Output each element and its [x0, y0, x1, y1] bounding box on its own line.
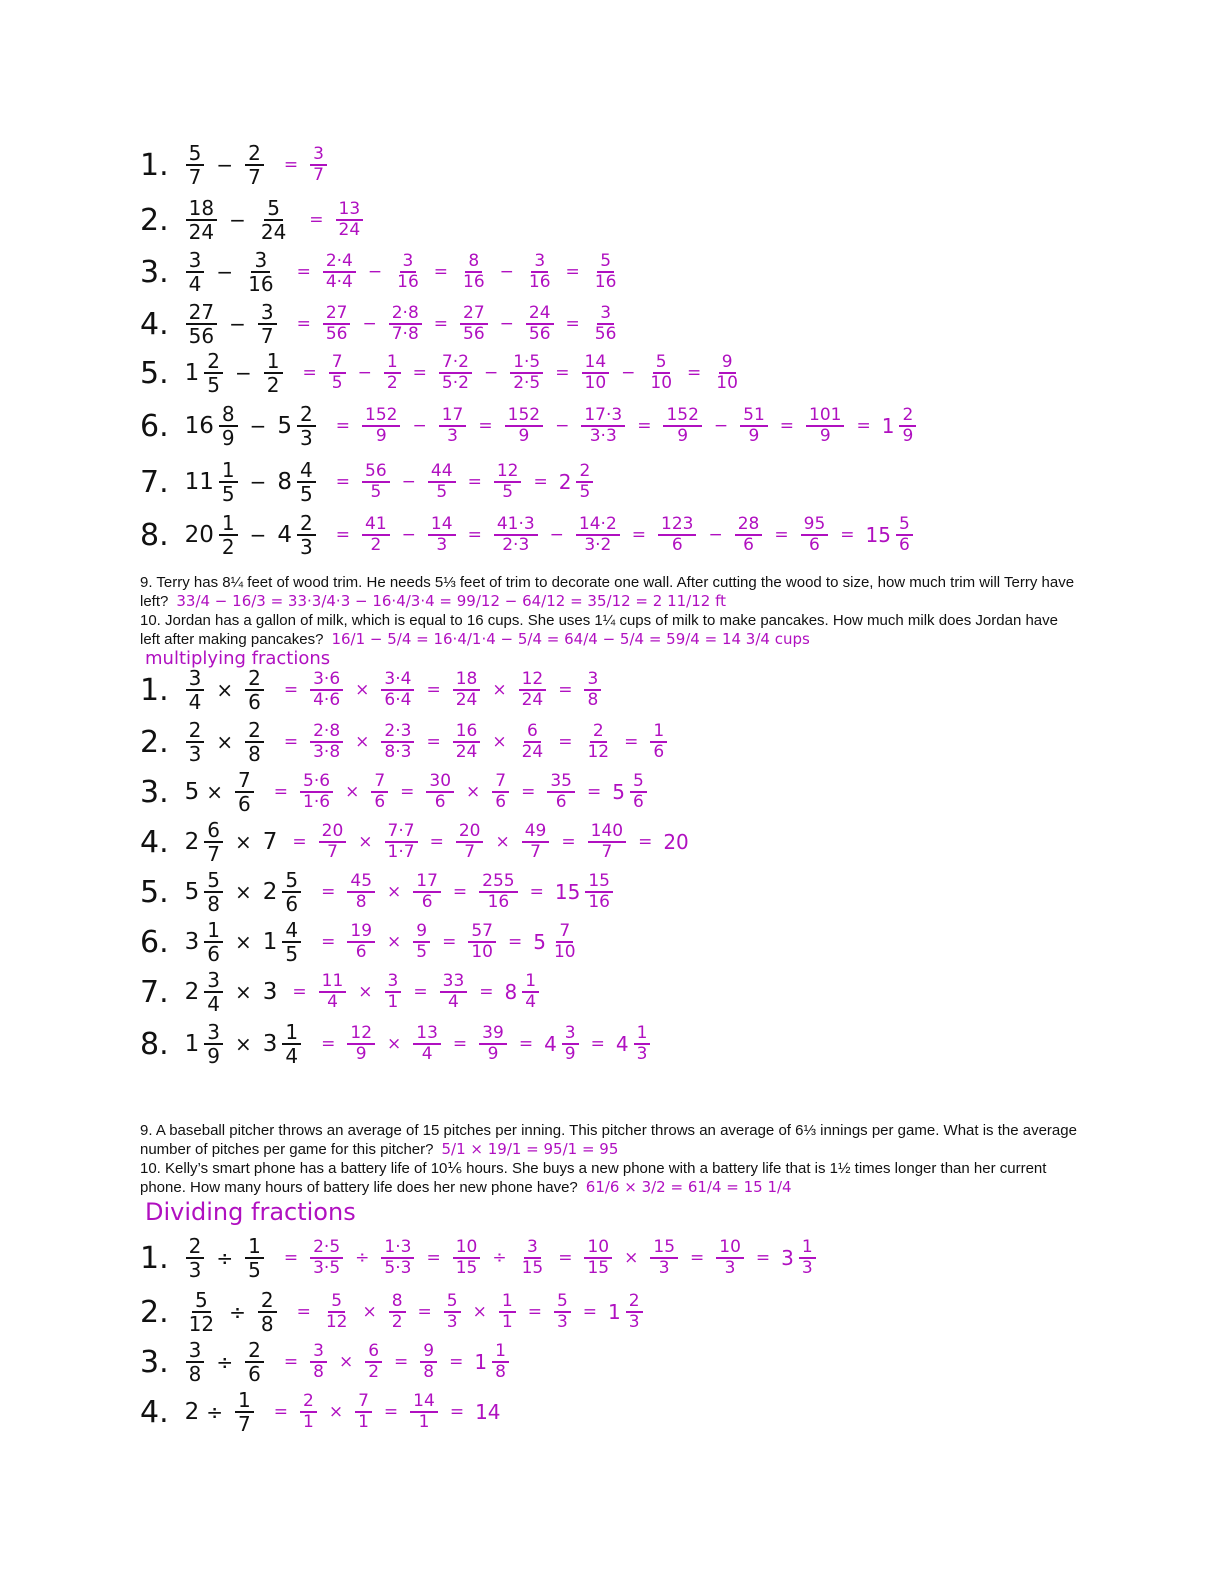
fraction: $\frac{2}{7}$ [245, 143, 264, 187]
fraction: $\frac{3}{9}$ [204, 1022, 223, 1066]
problem-number: 3. [140, 774, 169, 810]
fraction: $\frac{2}{5}$ [204, 351, 223, 395]
problem-number: 1. [140, 672, 169, 708]
fraction: $\frac{44}{5}$ [428, 463, 456, 501]
fraction: $\frac{2\cdot 5}{3\cdot 5}$ [310, 1239, 343, 1277]
problem-number: 2. [140, 202, 169, 238]
problem-line [140, 351, 746, 395]
fraction: $\frac{5}{16}$ [594, 251, 617, 292]
fraction: $\frac{2}{6}$ [245, 668, 264, 712]
fraction: $\frac{1}{4}$ [522, 973, 539, 1011]
fraction: $\frac{1}{5}$ [219, 460, 238, 504]
problem-expression: $\frac{18}{24}$ − $\frac{5}{24}$ [181, 198, 295, 242]
fraction: $\frac{24}{56}$ [526, 305, 554, 343]
fraction: $\frac{5}{6}$ [630, 773, 647, 811]
problem-expression: $\frac{2}{3}$ × $\frac{2}{8}$ [181, 720, 269, 764]
fraction: $\frac{7}{6}$ [235, 770, 254, 814]
handwritten-work: = $\frac{3\cdot 6}{4\cdot 6}$ × $\frac{3\cdot 4}{6\cdot 4}$ = $\frac{18}{24}$ × $\frac{12}{24}$ = $\frac{3}{8}$ [277, 671, 606, 709]
problem-number: 8. [140, 517, 169, 553]
fraction: $\frac{7\cdot 2}{5\cdot 2}$ [439, 354, 472, 392]
fraction: $\frac{7}{10}$ [553, 921, 576, 962]
handwritten-work: = $\frac{13}{24}$ [302, 201, 368, 239]
fraction: $\frac{28}{6}$ [735, 516, 763, 554]
fraction: $\frac{1\cdot 3}{5\cdot 3}$ [381, 1239, 414, 1277]
fraction: $\frac{3}{7}$ [310, 146, 327, 184]
fraction: $\frac{95}{6}$ [801, 516, 829, 554]
fraction: $\frac{2\cdot 3}{8\cdot 3}$ [381, 723, 414, 761]
handwritten-answer: 33/4 − 16/3 = 33·3/4·3 − 16·4/3·4 = 99/12 − 64/12 = 35/12 = 2 11/12 ft [176, 592, 726, 610]
fraction: $\frac{3}{56}$ [594, 303, 617, 344]
fraction: $\frac{1}{3}$ [634, 1025, 651, 1063]
fraction: $\frac{5}{6}$ [896, 516, 913, 554]
word-problem-text: 9. A baseball pitcher throws an average of 15 pitches per inning. This pitcher throws an average of 6⅓ innings per game. What is the average number of pitches per game for this pitcher? [140, 1122, 1077, 1158]
problem-expression: 16 $\frac{8}{9}$ − 5 $\frac{2}{3}$ [181, 404, 321, 448]
fraction: $\frac{14}{1}$ [410, 1393, 438, 1431]
problem-expression: $\frac{5}{7}$ − $\frac{2}{7}$ [181, 143, 269, 187]
fraction: $\frac{4}{5}$ [297, 460, 316, 504]
fraction: $\frac{3}{7}$ [258, 302, 277, 346]
fraction: $\frac{3}{16}$ [397, 251, 419, 292]
problem-expression: 11 $\frac{1}{5}$ − 8 $\frac{4}{5}$ [181, 460, 321, 504]
problem-number: 6. [140, 924, 169, 960]
problem-expression: $\frac{3}{8}$ ÷ $\frac{2}{6}$ [181, 1340, 269, 1384]
fraction: $\frac{1}{8}$ [492, 1343, 509, 1381]
problem-number: 6. [140, 408, 169, 444]
handwritten-work: = $\frac{45}{8}$ × $\frac{17}{6}$ = $\frac{255}{16}$ = 15 $\frac{15}{16}$ [314, 873, 618, 911]
fraction: $\frac{12}{24}$ [519, 671, 547, 709]
handwritten-work: = $\frac{41}{2}$ − $\frac{14}{3}$ = $\frac{41\cdot 3}{2\cdot 3}$ − $\frac{14\cdot 2}{3\cdot 2}$ = $\frac{123}{6}$ − $\frac{28}{6}$ = $\frac{95}{6}$ = 15 $\frac{5}{6}$ [329, 516, 918, 554]
fraction: $\frac{20}{7}$ [456, 823, 484, 861]
problem-line [140, 143, 332, 187]
fraction: $\frac{2}{5}$ [576, 463, 593, 501]
fraction: $\frac{30}{6}$ [426, 773, 454, 811]
fraction: $\frac{3}{8}$ [186, 1340, 205, 1384]
fraction: $\frac{14}{10}$ [582, 354, 610, 392]
handwritten-work: = $\frac{2}{1}$ × $\frac{7}{1}$ = $\frac{14}{1}$ = 14 [273, 1391, 501, 1432]
fraction: $\frac{35}{6}$ [547, 773, 575, 811]
fraction: $\frac{3\cdot 4}{6\cdot 4}$ [381, 671, 414, 709]
handwritten-work: = $\frac{20}{7}$ × $\frac{7\cdot 7}{1\cdot 7}$ = $\frac{20}{7}$ × $\frac{49}{7}$ = $\frac{140}{7}$ = 20 [292, 821, 689, 862]
dividing-fractions-heading: Dividing fractions [145, 1198, 356, 1226]
fraction: $\frac{33}{4}$ [440, 973, 468, 1011]
fraction: $\frac{3}{16}$ [248, 248, 274, 296]
handwritten-work: = $\frac{11}{4}$ × $\frac{3}{1}$ = $\frac{33}{4}$ = 8 $\frac{1}{4}$ [285, 973, 544, 1011]
problem-line [140, 404, 921, 448]
handwritten-work: = $\frac{2\cdot 5}{3\cdot 5}$ ÷ $\frac{1\cdot 3}{5\cdot 3}$ = $\frac{10}{15}$ ÷ $\frac{3}{15}$ = $\frac{10}{15}$ × $\frac{15}{3}$ = $\frac{10}{3}$ = 3 $\frac{1}{3}$ [277, 1239, 821, 1277]
handwritten-work: = $\frac{5\cdot 6}{1\cdot 6}$ × $\frac{7}{6}$ = $\frac{30}{6}$ × $\frac{7}{6}$ = $\frac{35}{6}$ = 5 $\frac{5}{6}$ [267, 773, 652, 811]
fraction: $\frac{123}{6}$ [658, 516, 696, 554]
fraction: $\frac{56}{5}$ [362, 463, 390, 501]
fraction: $\frac{3}{15}$ [521, 1237, 544, 1278]
problem-number: 2. [140, 724, 169, 760]
fraction: $\frac{2}{3}$ [186, 720, 205, 764]
fraction: $\frac{152}{9}$ [362, 407, 400, 445]
fraction: $\frac{1}{2}$ [264, 351, 283, 395]
problem-line [140, 668, 606, 712]
fraction: $\frac{7\cdot 7}{1\cdot 7}$ [385, 823, 418, 861]
fraction: $\frac{5}{12}$ [188, 1288, 215, 1336]
fraction: $\frac{5}{3}$ [554, 1293, 571, 1331]
fraction: $\frac{8}{9}$ [219, 404, 238, 448]
fraction: $\frac{2}{3}$ [297, 404, 316, 448]
fraction: $\frac{18}{24}$ [186, 198, 217, 242]
fraction: $\frac{5}{12}$ [325, 1291, 348, 1332]
handwritten-work: = $\frac{152}{9}$ − $\frac{17}{3}$ = $\frac{152}{9}$ − $\frac{17\cdot 3}{3\cdot 3}$ = $\frac{152}{9}$ − $\frac{51}{9}$ = $\frac{101}{9}$ = 1 $\frac{2}{9}$ [329, 407, 922, 445]
problem-number: 8. [140, 1026, 169, 1062]
fraction: $\frac{7}{6}$ [371, 773, 388, 811]
problem-expression: 3 $\frac{1}{6}$ × 1 $\frac{4}{5}$ [181, 920, 307, 964]
fraction: $\frac{1}{5}$ [245, 1236, 264, 1280]
problem-line [140, 820, 689, 864]
problem-expression: 2 $\frac{3}{4}$ × 3 [184, 968, 278, 1016]
fraction: $\frac{1}{2}$ [219, 513, 238, 557]
fraction: $\frac{15}{3}$ [650, 1239, 678, 1277]
fraction: $\frac{7}{5}$ [329, 354, 346, 392]
problem-expression: $\frac{27}{56}$ − $\frac{3}{7}$ [181, 302, 282, 346]
word-problem-text: 10. Kelly’s smart phone has a battery life of 10⅙ hours. She buys a new phone with a battery life that is 1½ times longer than her current phone. How many hours of battery life does her new phone have? [140, 1160, 1047, 1196]
handwritten-answer: 5/1 × 19/1 = 95/1 = 95 [441, 1140, 619, 1158]
fraction: $\frac{49}{7}$ [522, 823, 550, 861]
word-problem-text: 10. Jordan has a gallon of milk, which is equal to 16 cups. She uses 1¼ cups of milk to make pancakes. How much milk does Jordan have left after making pancakes? [140, 612, 1058, 648]
word-problem [140, 612, 1080, 649]
fraction: $\frac{255}{16}$ [479, 873, 517, 911]
problem-line [140, 970, 544, 1014]
problem-line [140, 720, 672, 764]
fraction: $\frac{2}{6}$ [245, 1340, 264, 1384]
fraction: $\frac{3}{9}$ [562, 1025, 579, 1063]
problem-line [140, 513, 918, 557]
fraction: $\frac{3}{8}$ [310, 1343, 327, 1381]
handwritten-answer: 61/6 × 3/2 = 61/4 = 15 1/4 [585, 1178, 792, 1196]
fraction: $\frac{7}{6}$ [492, 773, 509, 811]
word-problem-text: 9. Terry has 8¼ feet of wood trim. He needs 5⅓ feet of trim to decorate one wall. After cutting the wood to size, how much trim will Terry have left? [140, 574, 1075, 610]
fraction: $\frac{2}{9}$ [899, 407, 916, 445]
fraction: $\frac{8}{16}$ [463, 251, 485, 292]
handwritten-work: = $\frac{3}{7}$ [277, 146, 332, 184]
handwritten-work: = $\frac{2\cdot 4}{4\cdot 4}$ − $\frac{3}{16}$ = $\frac{8}{16}$ − $\frac{3}{16}$ = $\frac{5}{16}$ [290, 253, 625, 291]
fraction: $\frac{41\cdot 3}{2\cdot 3}$ [494, 516, 538, 554]
problem-line [140, 1340, 514, 1384]
handwritten-work: = $\frac{56}{5}$ − $\frac{44}{5}$ = $\frac{12}{5}$ = 2 $\frac{2}{5}$ [329, 463, 598, 501]
handwritten-work: = $\frac{19}{6}$ × $\frac{9}{5}$ = $\frac{57}{10}$ = 5 $\frac{7}{10}$ [314, 923, 583, 961]
handwritten-work: = $\frac{12}{9}$ × $\frac{13}{4}$ = $\frac{39}{9}$ = 4 $\frac{3}{9}$ = 4 $\frac{1}{3}$ [314, 1025, 655, 1063]
fraction: $\frac{51}{9}$ [740, 407, 768, 445]
fraction: $\frac{1}{6}$ [204, 920, 223, 964]
fraction: $\frac{6}{7}$ [204, 820, 223, 864]
fraction: $\frac{3}{4}$ [186, 668, 205, 712]
fraction: $\frac{16}{24}$ [453, 723, 481, 761]
fraction: $\frac{1}{7}$ [235, 1390, 254, 1434]
problem-expression: 1 $\frac{2}{5}$ − $\frac{1}{2}$ [181, 351, 288, 395]
fraction: $\frac{140}{7}$ [588, 823, 626, 861]
fraction: $\frac{39}{9}$ [479, 1025, 507, 1063]
fraction: $\frac{27}{56}$ [323, 305, 351, 343]
problem-number: 1. [140, 147, 169, 183]
fraction: $\frac{1}{6}$ [650, 723, 667, 761]
fraction: $\frac{14}{3}$ [428, 516, 456, 554]
fraction: $\frac{3}{8}$ [584, 671, 601, 709]
problem-number: 3. [140, 254, 169, 290]
handwritten-work: = $\frac{27}{56}$ − $\frac{2\cdot 8}{7\cdot 8}$ = $\frac{27}{56}$ − $\frac{24}{56}$ = $\frac{3}{56}$ [290, 305, 625, 343]
fraction: $\frac{1}{3}$ [799, 1239, 816, 1277]
fraction: $\frac{9}{8}$ [420, 1343, 437, 1381]
fraction: $\frac{10}{15}$ [453, 1239, 481, 1277]
fraction: $\frac{9}{5}$ [413, 923, 430, 961]
fraction: $\frac{2}{3}$ [626, 1293, 643, 1331]
problem-number: 2. [140, 1294, 169, 1330]
fraction: $\frac{2}{3}$ [186, 1236, 205, 1280]
fraction: $\frac{27}{56}$ [460, 305, 488, 343]
fraction: $\frac{7}{1}$ [355, 1393, 372, 1431]
fraction: $\frac{13}{24}$ [336, 201, 364, 239]
word-problem [140, 1122, 1080, 1159]
fraction: $\frac{1\cdot 5}{2\cdot 5}$ [510, 354, 543, 392]
fraction: $\frac{20}{7}$ [319, 823, 347, 861]
problem-number: 1. [140, 1240, 169, 1276]
fraction: $\frac{3}{4}$ [204, 970, 223, 1014]
fraction: $\frac{5}{7}$ [186, 143, 205, 187]
problem-line [140, 1290, 648, 1334]
fraction: $\frac{8}{2}$ [389, 1293, 406, 1331]
problem-line [140, 302, 624, 346]
fraction: $\frac{9}{10}$ [716, 352, 738, 393]
fraction: $\frac{3}{4}$ [186, 250, 205, 294]
problem-line [140, 198, 368, 242]
problem-number: 4. [140, 1394, 169, 1430]
fraction: $\frac{101}{9}$ [806, 407, 844, 445]
fraction: $\frac{2\cdot 8}{7\cdot 8}$ [389, 305, 422, 343]
fraction: $\frac{2}{12}$ [587, 721, 610, 762]
fraction: $\frac{45}{8}$ [347, 873, 375, 911]
problem-expression: 20 $\frac{1}{2}$ − 4 $\frac{2}{3}$ [181, 513, 321, 557]
problem-expression: $\frac{2}{3}$ ÷ $\frac{1}{5}$ [181, 1236, 269, 1280]
fraction: $\frac{10}{3}$ [716, 1239, 744, 1277]
fraction: $\frac{12}{9}$ [347, 1025, 375, 1063]
problem-expression: $\frac{3}{4}$ − $\frac{3}{16}$ [181, 250, 282, 294]
fraction: $\frac{1}{1}$ [499, 1293, 516, 1331]
problem-line [140, 870, 618, 914]
fraction: $\frac{152}{9}$ [663, 407, 701, 445]
problem-expression: $\frac{5}{12}$ ÷ $\frac{2}{8}$ [181, 1290, 282, 1334]
fraction: $\frac{5\cdot 6}{1\cdot 6}$ [300, 773, 333, 811]
fraction: $\frac{15}{16}$ [585, 873, 613, 911]
problem-expression: 1 $\frac{3}{9}$ × 3 $\frac{1}{4}$ [181, 1022, 307, 1066]
problem-line [140, 770, 652, 814]
multiplying-fractions-heading: multiplying fractions [145, 648, 331, 669]
handwritten-work: = $\frac{2\cdot 8}{3\cdot 8}$ × $\frac{2\cdot 3}{8\cdot 3}$ = $\frac{16}{24}$ × $\frac{6}{24}$ = $\frac{2}{12}$ = $\frac{1}{6}$ [277, 723, 672, 761]
handwritten-work: = $\frac{5}{12}$ × $\frac{8}{2}$ = $\frac{5}{3}$ × $\frac{1}{1}$ = $\frac{5}{3}$ = 1 $\frac{2}{3}$ [290, 1293, 648, 1331]
fraction: $\frac{41}{2}$ [362, 516, 390, 554]
problem-line [140, 460, 598, 504]
fraction: $\frac{5}{6}$ [282, 870, 301, 914]
fraction: $\frac{12}{5}$ [494, 463, 522, 501]
fraction: $\frac{2\cdot 8}{3\cdot 8}$ [310, 723, 343, 761]
word-problem [140, 1160, 1080, 1197]
problem-expression: $\frac{3}{4}$ × $\frac{2}{6}$ [181, 668, 269, 712]
handwritten-work: = $\frac{3}{8}$ × $\frac{6}{2}$ = $\frac{9}{8}$ = 1 $\frac{1}{8}$ [277, 1343, 514, 1381]
problem-number: 3. [140, 1344, 169, 1380]
problem-line [140, 1022, 655, 1066]
fraction: $\frac{6}{2}$ [365, 1343, 382, 1381]
fraction: $\frac{5}{10}$ [650, 352, 673, 393]
fraction: $\frac{18}{24}$ [453, 671, 481, 709]
fraction: $\frac{1}{2}$ [384, 354, 401, 392]
fraction: $\frac{5}{24}$ [260, 196, 287, 244]
handwritten-answer: 16/1 − 5/4 = 16·4/1·4 − 5/4 = 64/4 − 5/4 = 59/4 = 14 3/4 cups [331, 630, 810, 648]
fraction: $\frac{17}{3}$ [439, 407, 467, 445]
fraction: $\frac{10}{15}$ [584, 1239, 612, 1277]
word-problem [140, 574, 1080, 611]
fraction: $\frac{5}{8}$ [204, 870, 223, 914]
problem-line [140, 1390, 501, 1434]
fraction: $\frac{2}{8}$ [258, 1290, 277, 1334]
fraction: $\frac{152}{9}$ [505, 407, 543, 445]
problem-number: 4. [140, 824, 169, 860]
fraction: $\frac{2\cdot 4}{4\cdot 4}$ [323, 253, 356, 291]
fraction: $\frac{2}{1}$ [300, 1393, 317, 1431]
problem-line [140, 250, 624, 294]
fraction: $\frac{3}{1}$ [385, 973, 402, 1011]
fraction: $\frac{3}{16}$ [528, 251, 551, 292]
problem-line [140, 1236, 821, 1280]
fraction: $\frac{5}{3}$ [444, 1293, 461, 1331]
problem-expression: 5 × $\frac{7}{6}$ [181, 770, 259, 814]
fraction: $\frac{13}{4}$ [413, 1025, 441, 1063]
fraction: $\frac{17\cdot 3}{3\cdot 3}$ [581, 407, 625, 445]
problem-expression: 2 ÷ $\frac{1}{7}$ [181, 1390, 259, 1434]
problem-expression: 2 $\frac{6}{7}$ × 7 [184, 818, 278, 866]
fraction: $\frac{57}{10}$ [468, 923, 496, 961]
fraction: $\frac{1}{4}$ [282, 1022, 301, 1066]
problem-number: 7. [140, 974, 169, 1010]
fraction: $\frac{14\cdot 2}{3\cdot 2}$ [576, 516, 620, 554]
fraction: $\frac{2}{3}$ [297, 513, 316, 557]
fraction: $\frac{17}{6}$ [413, 873, 441, 911]
fraction: $\frac{27}{56}$ [186, 302, 217, 346]
fraction: $\frac{4}{5}$ [282, 920, 301, 964]
problem-number: 4. [140, 306, 169, 342]
problem-expression: 5 $\frac{5}{8}$ × 2 $\frac{5}{6}$ [181, 870, 307, 914]
fraction: $\frac{3\cdot 6}{4\cdot 6}$ [310, 671, 343, 709]
fraction: $\frac{2}{8}$ [245, 720, 264, 764]
problem-line [140, 920, 584, 964]
fraction: $\frac{11}{4}$ [319, 973, 347, 1011]
handwritten-work: = $\frac{7}{5}$ − $\frac{1}{2}$ = $\frac{7\cdot 2}{5\cdot 2}$ − $\frac{1\cdot 5}{2\cdot 5}$ = $\frac{14}{10}$ − $\frac{5}{10}$ = $\frac{9}{10}$ [296, 354, 746, 392]
fraction: $\frac{19}{6}$ [347, 923, 375, 961]
problem-number: 5. [140, 355, 169, 391]
problem-number: 7. [140, 464, 169, 500]
problem-number: 5. [140, 874, 169, 910]
fraction: $\frac{6}{24}$ [521, 721, 544, 762]
